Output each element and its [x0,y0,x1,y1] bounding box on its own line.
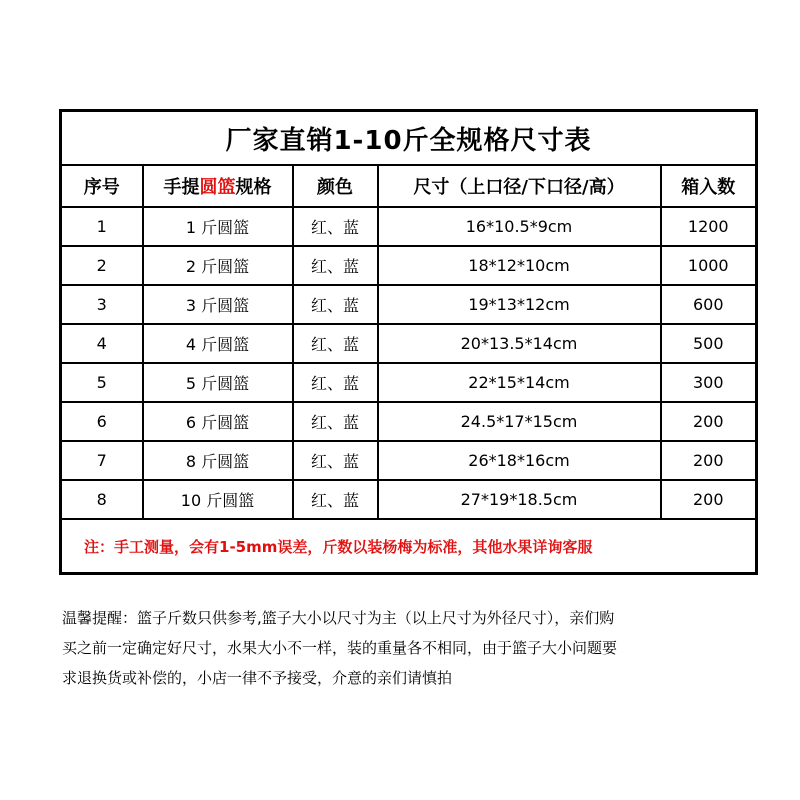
cell-qty: 300 [661,363,757,402]
cell-spec: 1 斤圆篮 [143,207,293,246]
cell-size: 16*10.5*9cm [378,207,661,246]
cell-spec: 6 斤圆篮 [143,402,293,441]
cell-qty: 200 [661,441,757,480]
cell-size: 18*12*10cm [378,246,661,285]
cell-index: 3 [61,285,143,324]
header-spec [143,165,293,207]
cell-index: 2 [61,246,143,285]
header-color: 颜色 [293,165,378,207]
cell-qty: 600 [661,285,757,324]
header-size: 尺寸（上口径/下口径/高） [378,165,661,207]
cell-index: 5 [61,363,143,402]
cell-qty: 200 [661,402,757,441]
cell-size: 19*13*12cm [378,285,661,324]
table-title: 厂家直销1-10斤全规格尺寸表 [61,111,757,166]
table-row [61,441,757,480]
cell-color: 红、蓝 [293,246,378,285]
cell-spec: 2 斤圆篮 [143,246,293,285]
cell-index: 4 [61,324,143,363]
cell-color: 红、蓝 [293,363,378,402]
header-qty: 箱入数 [661,165,757,207]
table-row [61,207,757,246]
table-row [61,402,757,441]
cell-color: 红、蓝 [293,441,378,480]
size-table [59,109,758,575]
cell-qty: 1200 [661,207,757,246]
cell-index: 1 [61,207,143,246]
cell-size: 26*18*16cm [378,441,661,480]
cell-color: 红、蓝 [293,324,378,363]
cell-size: 27*19*18.5cm [378,480,661,519]
cell-qty: 1000 [661,246,757,285]
cell-qty: 200 [661,480,757,519]
cell-spec: 8 斤圆篮 [143,441,293,480]
cell-spec: 3 斤圆篮 [143,285,293,324]
table-row [61,324,757,363]
cell-color: 红、蓝 [293,207,378,246]
table-row [61,480,757,519]
cell-size: 20*13.5*14cm [378,324,661,363]
cell-spec: 10 斤圆篮 [143,480,293,519]
cell-spec: 5 斤圆篮 [143,363,293,402]
header-row [61,165,757,207]
cell-qty: 500 [661,324,757,363]
header-spec-prefix: 手提 [163,177,200,198]
header-spec-highlight: 圆篮 [199,177,236,198]
cell-size: 24.5*17*15cm [378,402,661,441]
measurement-note: 注：手工测量，会有1-5mm误差，斤数以装杨梅为标准，其他水果详询客服 [61,519,757,574]
cell-spec: 4 斤圆篮 [143,324,293,363]
header-index: 序号 [61,165,143,207]
cell-color: 红、蓝 [293,402,378,441]
cell-index: 7 [61,441,143,480]
table-row [61,285,757,324]
table-row [61,363,757,402]
cell-index: 6 [61,402,143,441]
cell-color: 红、蓝 [293,480,378,519]
cell-index: 8 [61,480,143,519]
table-row [61,246,757,285]
warm-notice: 温馨提醒：篮子斤数只供参考,篮子大小以尺寸为主（以上尺寸为外径尺寸），亲们购 买之前一定确定好尺寸，水果大小不一样，装的重量各不相同，由于篮子大小问题要 求退换货或补偿的，小店一律不予接受，介意的亲们请慎拍 [62,609,618,687]
header-spec-suffix: 规格 [235,177,272,198]
cell-color: 红、蓝 [293,285,378,324]
cell-size: 22*15*14cm [378,363,661,402]
